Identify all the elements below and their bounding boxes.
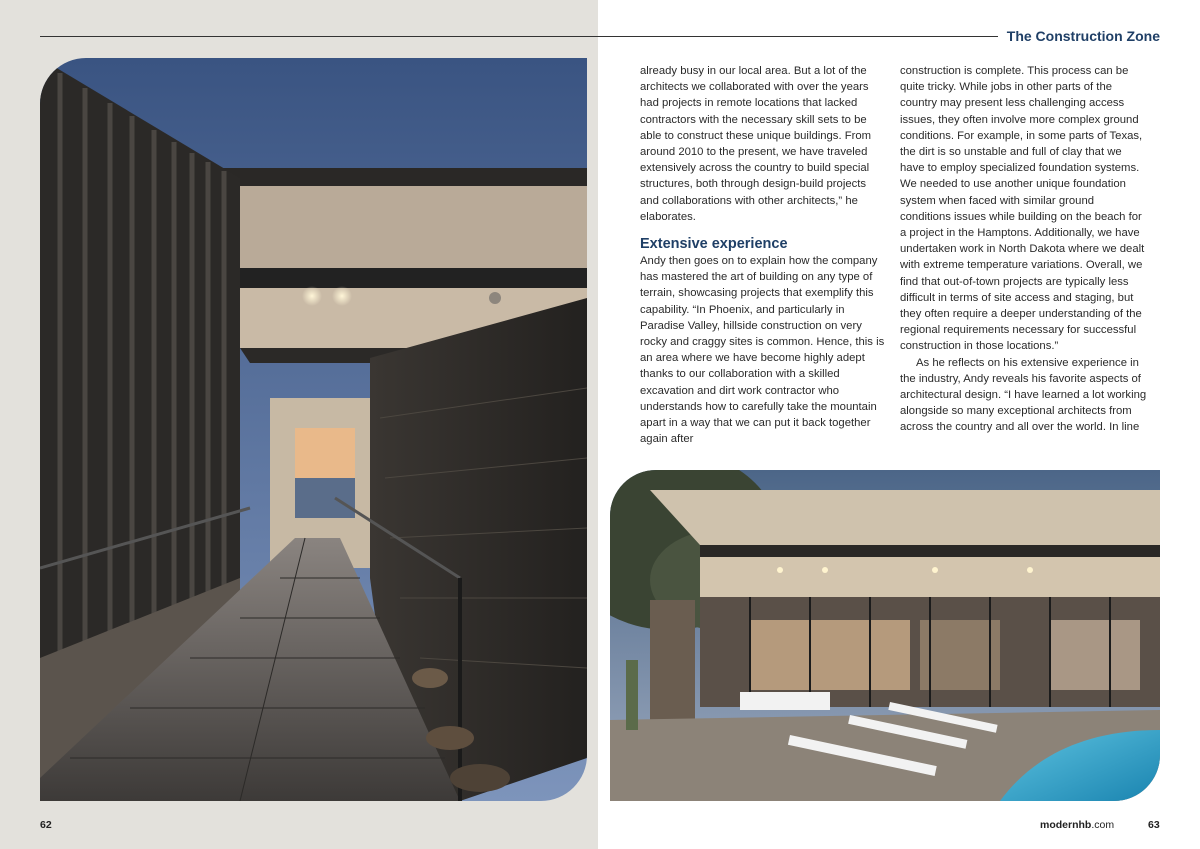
column2-paragraph-2: As he reflects on his extensive experience in the industry, Andy reveals his favorite aspects of architectural design. “I have learned a lot working alongside so many exceptional architects from across the country and all over the world. In line — [900, 356, 1147, 434]
text-column-1 — [640, 63, 888, 447]
section-title: The Construction Zone — [1006, 28, 1160, 44]
text-column-2 — [900, 63, 1148, 436]
site-url — [1040, 819, 1114, 831]
column1-paragraph-2: Andy then goes on to explain how the company has mastered the art of building on any type of terrain, showcasing projects that exemplify this capability. “In Phoenix, and particularly in Paradise Valley, hillside construction on very rocky and craggy sites is common. Hence, this is an area where we have become highly adept thanks to our collaboration with a skilled excavation and dirt work contractor who understands how to carefully take the mountain apart in a way that we can put it back together again after — [640, 255, 885, 446]
column2-paragraph-1: construction is complete. This process can be quite tricky. While jobs in other parts of the country may present less challenging access issues, they often involve more complex ground conditions. For example, in some parts of Texas, the dirt is so unstable and full of clay that we have to employ specialized foundation systems. We needed to use another unique foundation system when faced with similar ground conditions issues while building on the beach for a project in the Hamptons. Additionally, we have undertaken work in North Dakota where we dealt with extreme temperature variations. Overall, we find that out-of-town projects are typically less difficult in terms of site access and staging, but they often require a deeper understanding of the regional requirements necessary for successful construction in those locations.” — [900, 65, 1145, 353]
pool-patio-photo — [610, 470, 1160, 801]
site-url-suffix: .com — [1091, 819, 1115, 831]
walkway-illustration — [40, 58, 587, 801]
walkway-photo — [40, 58, 587, 801]
header-rule — [40, 36, 998, 37]
section-heading: Extensive experience — [640, 236, 788, 253]
left-page-number: 62 — [40, 819, 52, 831]
right-page-number: 63 — [1148, 819, 1160, 831]
site-url-bold: modernhb — [1040, 819, 1092, 831]
pool-patio-illustration — [610, 470, 1160, 801]
column1-paragraph-1: already busy in our local area. But a lot of the architects we collaborated with over the years had projects in remote locations that lacked contractors with the necessary skill sets to be able to construct these unique buildings. From around 2010 to the present, we have traveled extensively across the country to build special structures, both through design-build projects and collaborations with other architects,” he elaborates. — [640, 65, 872, 223]
